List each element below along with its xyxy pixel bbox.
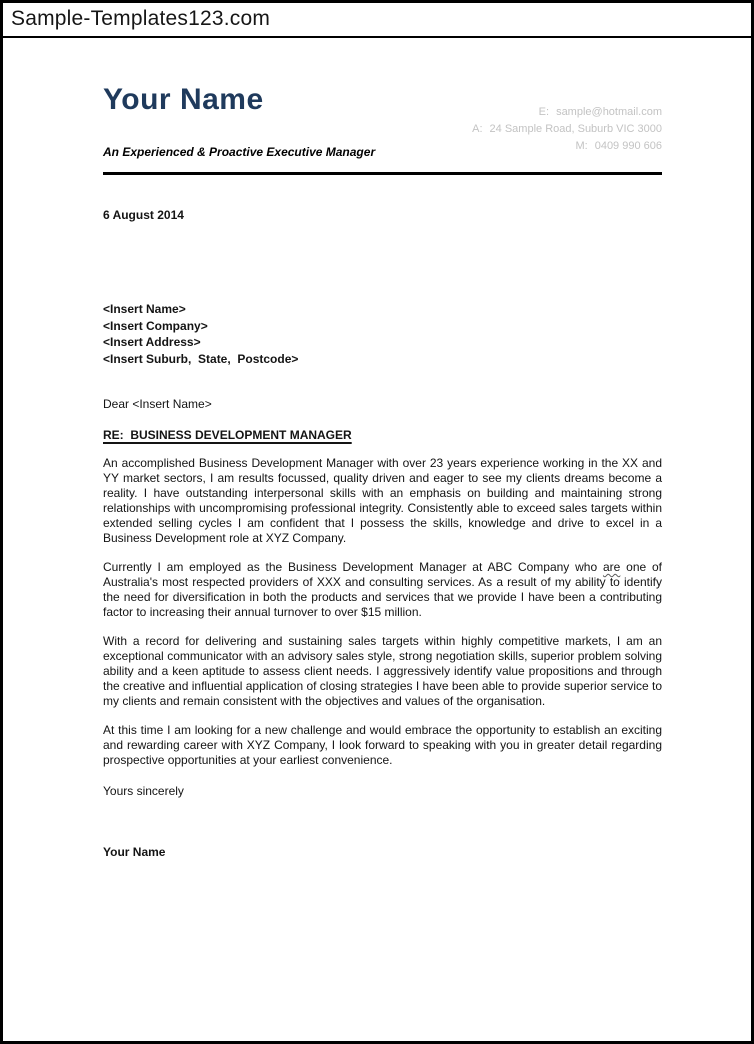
subject-line: RE: BUSINESS DEVELOPMENT MANAGER <box>103 428 352 442</box>
address-label: A: <box>472 123 483 135</box>
tagline: An Experienced & Proactive Executive Manager <box>103 145 376 159</box>
recipient-line: <Insert Address> <box>103 335 201 349</box>
contact-email-line <box>472 104 662 121</box>
email-value: sample@hotmail.com <box>556 106 662 118</box>
email-label: E: <box>538 106 550 118</box>
paragraph-2-text-after: one of Australia's most respected providers of XXX and consulting services. As a result of my ability to identify the need for diversification in both the products and services that we provide I have been a contributing factor to increasing their annual turnover to over $15 million. <box>103 560 662 619</box>
contact-mobile-line <box>472 138 662 155</box>
letterhead-divider <box>103 172 662 175</box>
recipient-line: <Insert Company> <box>103 318 208 333</box>
recipient-block <box>103 301 662 367</box>
date: 6 August 2014 <box>103 208 184 222</box>
site-watermark-header <box>3 3 751 38</box>
letterhead <box>103 38 662 175</box>
contact-address-line <box>472 121 662 138</box>
closing-valediction: Yours sincerely <box>103 784 184 798</box>
paragraph-2-text-before: Currently I am employed as the Business Development Manager at ABC Company who <box>103 560 603 574</box>
sender-name-heading: Your Name <box>103 83 264 116</box>
grammar-underlined-word: are <box>602 560 621 574</box>
body-paragraph-4: At this time I am looking for a new challenge and would embrace the opportunity to establish an exciting and rewarding career with XYZ Company, I look forward to speaking with you in greater detail regarding prospective opportunities at your earliest convenience. <box>103 723 662 767</box>
recipient-line: <Insert Suburb, State, Postcode> <box>103 351 299 366</box>
body-paragraph-3: With a record for delivering and sustaining sales targets within highly competitive markets, I am an exceptional communicator with an advisory sales style, strong negotiation skills, superior problem solving ability and a keen aptitude to assess client needs. I aggressively identify value propositions and through the creative and influential application of closing strategies I have been able to provide superior service to my clients and remain consistent with the objectives and values of the organisation. <box>103 634 663 708</box>
recipient-line: <Insert Name> <box>103 302 186 316</box>
letter-body <box>3 38 751 859</box>
mobile-value: 0409 990 606 <box>594 140 662 152</box>
body-paragraph-1: An accomplished Business Development Manager with over 23 years experience working in the XX and YY market sectors, I am results focussed, quality driven and eager to see my clients dreams become a reality. I have outstanding interpersonal skills with an emphasis on building and maintaining strong relationships with uncompromising professional integrity. Consistently able to exceed sales targets within extended selling cycles I am confident that I possess the skills, knowledge and drive to excel in a Business Development role at XYZ Company. <box>103 456 662 545</box>
contact-block <box>472 104 662 155</box>
body-paragraph-2 <box>103 560 662 620</box>
salutation: Dear <Insert Name> <box>103 397 212 411</box>
signature-name: Your Name <box>103 845 166 859</box>
site-title: Sample-Templates123.com <box>11 7 271 30</box>
mobile-label: M: <box>575 140 588 152</box>
address-value: 24 Sample Road, Suburb VIC 3000 <box>489 123 662 135</box>
